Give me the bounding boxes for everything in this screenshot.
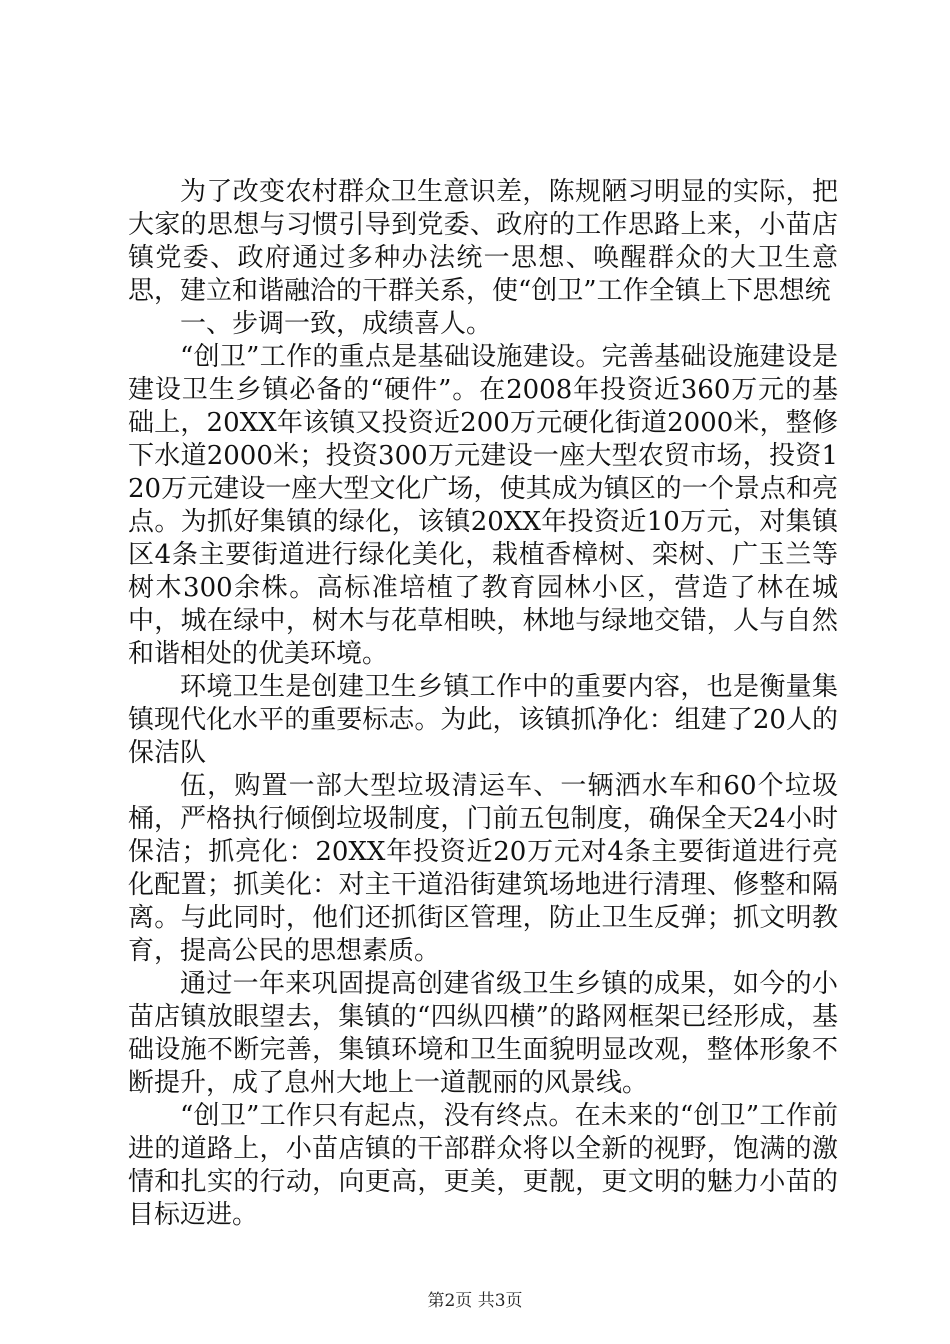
paragraph-results: 通过一年来巩固提高创建省级卫生乡镇的成果，如今的小苗店镇放眼望去，集镇的“四纵四横”的路网框架已经形成，基础设施不断完善，集镇环境和卫生面貌明显改观，整体形象不断提升，成了息州大地上一道靓丽的风景线。 — [128, 969, 838, 1098]
page-number: 第2页 — [427, 1291, 473, 1311]
paragraph-sanitation-continued: 伍，购置一部大型垃圾清运车、一辆洒水车和60个垃圾桶，严格执行倾倒垃圾制度，门前五包制度，确保全天24小时保洁；抓亮化：20XX年投资近20万元对4条主要街道进行亮化配置；抓美化：对主干道沿街建筑场地进行清理、修整和隔离。与此同时，他们还抓街区管理，防止卫生反弹；抓文明教育，提高公民的思想素质。 — [128, 771, 838, 966]
paragraph-sanitation: 环境卫生是创建卫生乡镇工作中的重要内容，也是衡量集镇现代化水平的重要标志。为此，该镇抓净化：组建了20人的保洁队 — [128, 672, 838, 768]
paragraph-conclusion: “创卫”工作只有起点，没有终点。在未来的“创卫”工作前进的道路上，小苗店镇的干部群众将以全新的视野，饱满的激情和扎实的行动，向更高，更美，更靓，更文明的魅力小苗的目标迈进。 — [128, 1101, 838, 1230]
page-total: 共3页 — [477, 1291, 523, 1311]
paragraph-intro: 为了改变农村群众卫生意识差，陈规陋习明显的实际，把大家的思想与习惯引导到党委、政府的工作思路上来，小苗店镇党委、政府通过多种办法统一思想、唤醒群众的大卫生意思，建立和谐融洽的干群关系，使“创卫”工作全镇上下思想统 — [128, 177, 838, 306]
section-heading: 一、步调一致，成绩喜人。 — [180, 309, 493, 339]
document-body — [128, 176, 838, 1232]
page-footer — [0, 1291, 950, 1311]
paragraph-infrastructure: “创卫”工作的重点是基础设施建设。完善基础设施建设是建设卫生乡镇必备的“硬件”。在2008年投资近360万元的基础上，20XX年该镇又投资近200万元硬化街道2000米，整修下水道2000米；投资300万元建设一座大型农贸市场，投资120万元建设一座大型文化广场，使其成为镇区的一个景点和亮点。为抓好集镇的绿化，该镇20XX年投资近10万元，对集镇区4条主要街道进行绿化美化，栽植香樟树、栾树、广玉兰等树木300余株。高标准培植了教育园林小区，营造了林在城中，城在绿中，树木与花草相映，林地与绿地交错，人与自然和谐相处的优美环境。 — [128, 342, 838, 669]
